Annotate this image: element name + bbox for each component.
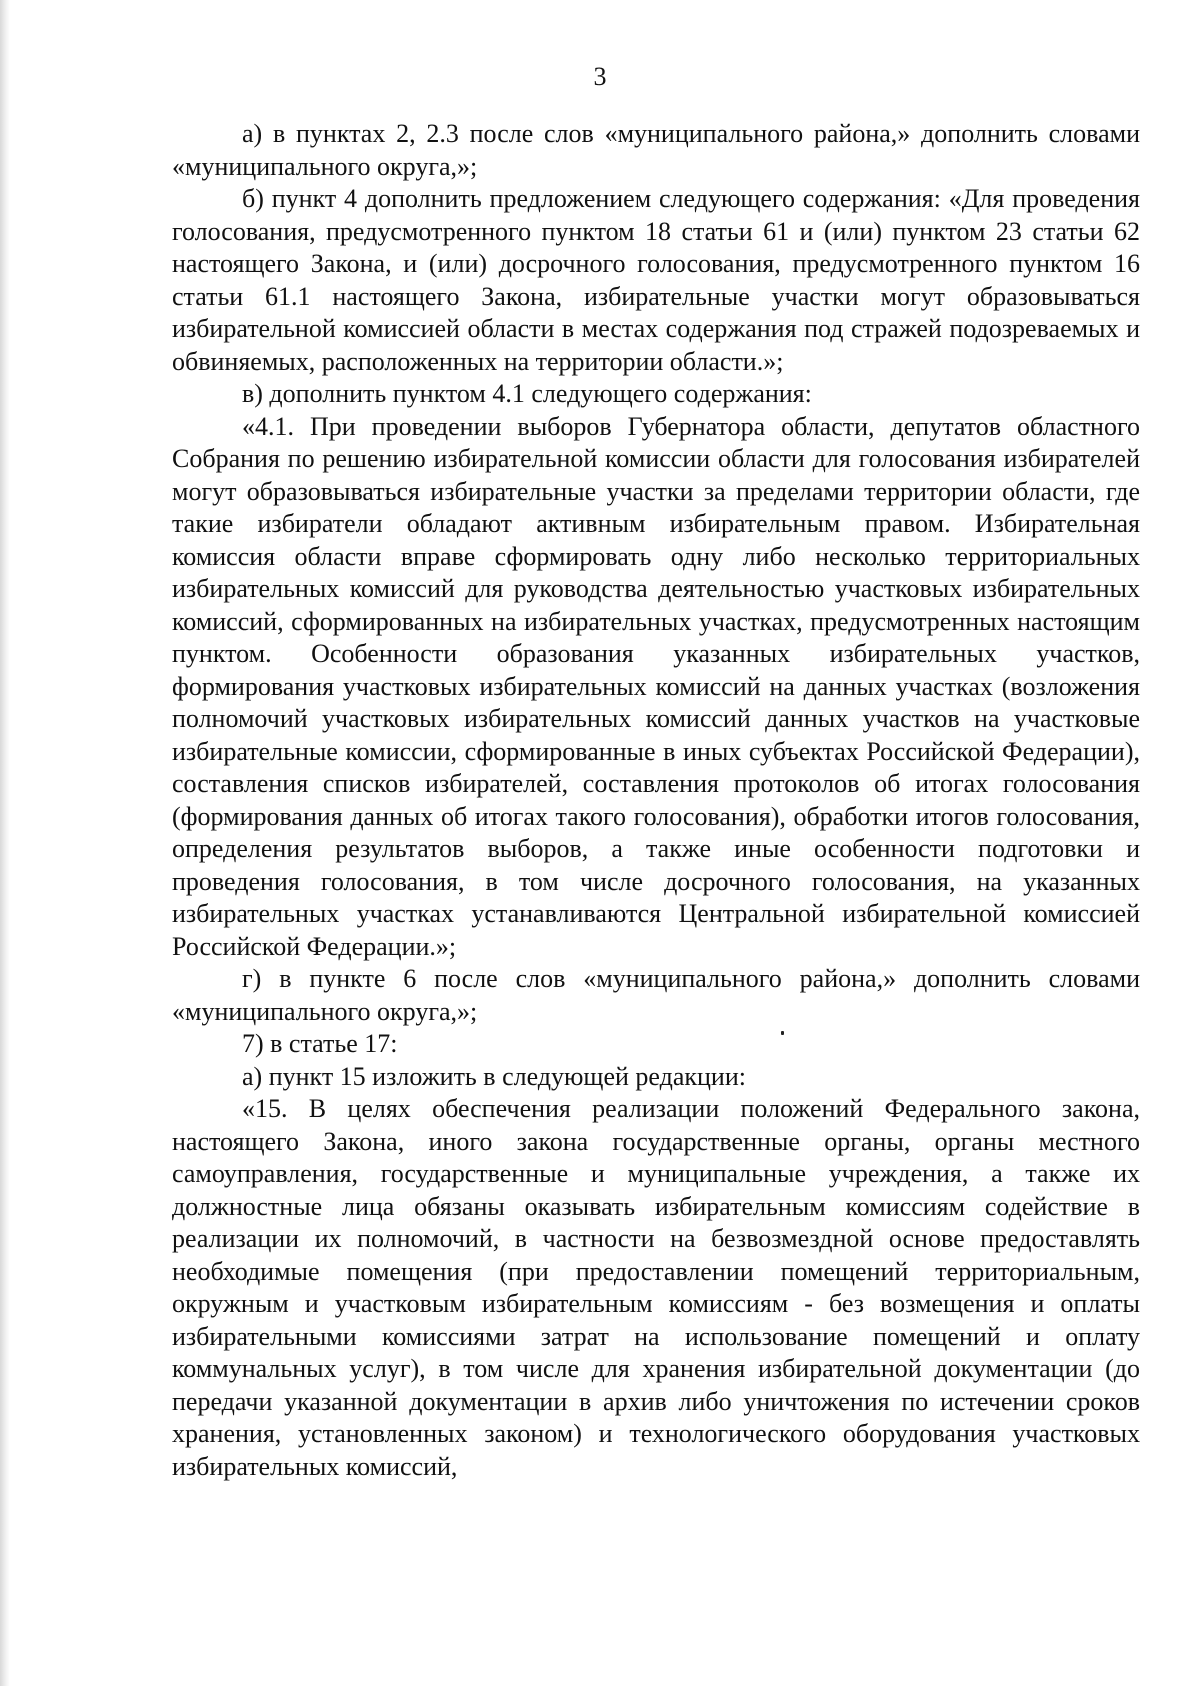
paragraph-item-v-add-point-4-1: в) дополнить пунктом 4.1 следующего содержания: [242,379,812,408]
scan-edge-shadow [0,0,10,1686]
paragraph-item-g-point-6: г) в пункте 6 после слов «муниципального района,» дополнить словами «муниципального округа,»; [172,964,1140,1026]
paragraph-article-17-heading: 7) в статье 17: [242,1029,398,1058]
document-body [172,118,1140,1483]
paragraph-item-b-point-4: б) пункт 4 дополнить предложением следующего содержания: «Для проведения голосования, предусмотренного пунктом 18 статьи 61 и (или) пунктом 23 статьи 62 настоящего Закона, и (или) досрочного голосования, предусмотренного пунктом 16 статьи 61.1 настоящего Закона, избирательные участки могут образовываться избирательной комиссией области в местах содержания под стражей подозреваемых и обвиняемых, расположенных на территории области.»; [172,184,1140,376]
paragraph-item-a-point-15: а) пункт 15 изложить в следующей редакции: [242,1061,746,1091]
paragraph-item-a-points-2-2-3: а) в пунктах 2, 2.3 после слов «муниципального района,» дополнить словами «муниципального округа,»; [172,119,1140,181]
paragraph-point-15-text: «15. В целях обеспечения реализации положений Федерального закона, настоящего Закона, иного закона государственные органы, органы местного самоуправления, государственные и муниципальные учреждения, а также их должностные лица обязаны оказывать избирательным комиссиям содействие в реализации их полномочий, в частности на безвозмездной основе предоставлять необходимые помещения (при предоставлении помещений территориальным, окружным и участковым избирательным комиссиям - без возмещения и оплаты избирательными комиссиями затрат на использование помещений и оплату коммунальных услуг), в том числе для хранения избирательной документации (до передачи указанной документации в архив либо уничтожения по истечении сроков хранения, установленных законом) и технологического оборудования участковых избирательных комиссий, [172,1094,1140,1481]
paragraph-point-4-1-text: «4.1. При проведении выборов Губернатора области, депутатов областного Собрания по решению избирательной комиссии области для голосования избирателей могут образовываться избирательные участки за пределами территории области, где такие избиратели обладают активным избирательным правом. Избирательная комиссия области вправе сформировать одну либо несколько территориальных избирательных комиссий для руководства деятельностью участковых избирательных комиссий, сформированных на избирательных участках, предусмотренных настоящим пунктом. Особенности образования указанных избирательных участков, формирования участковых избирательных комиссий на данных участках (возложения полномочий участковых избирательных комиссий данных участков на участковые избирательные комиссии, сформированные в иных субъектах Российской Федерации), составления списков избирателей, составления протоколов об итогах голосования (формирования данных об итогах такого голосования), обработки итогов голосования, определения результатов выборов, а также иные особенности подготовки и проведения голосования, в том числе досрочного голосования, на указанных избирательных участках устанавливаются Центральной избирательной комиссией Российской Федерации.»; [172,411,1140,961]
page-number: 3 [593,62,607,91]
scan-speck [781,1031,784,1035]
